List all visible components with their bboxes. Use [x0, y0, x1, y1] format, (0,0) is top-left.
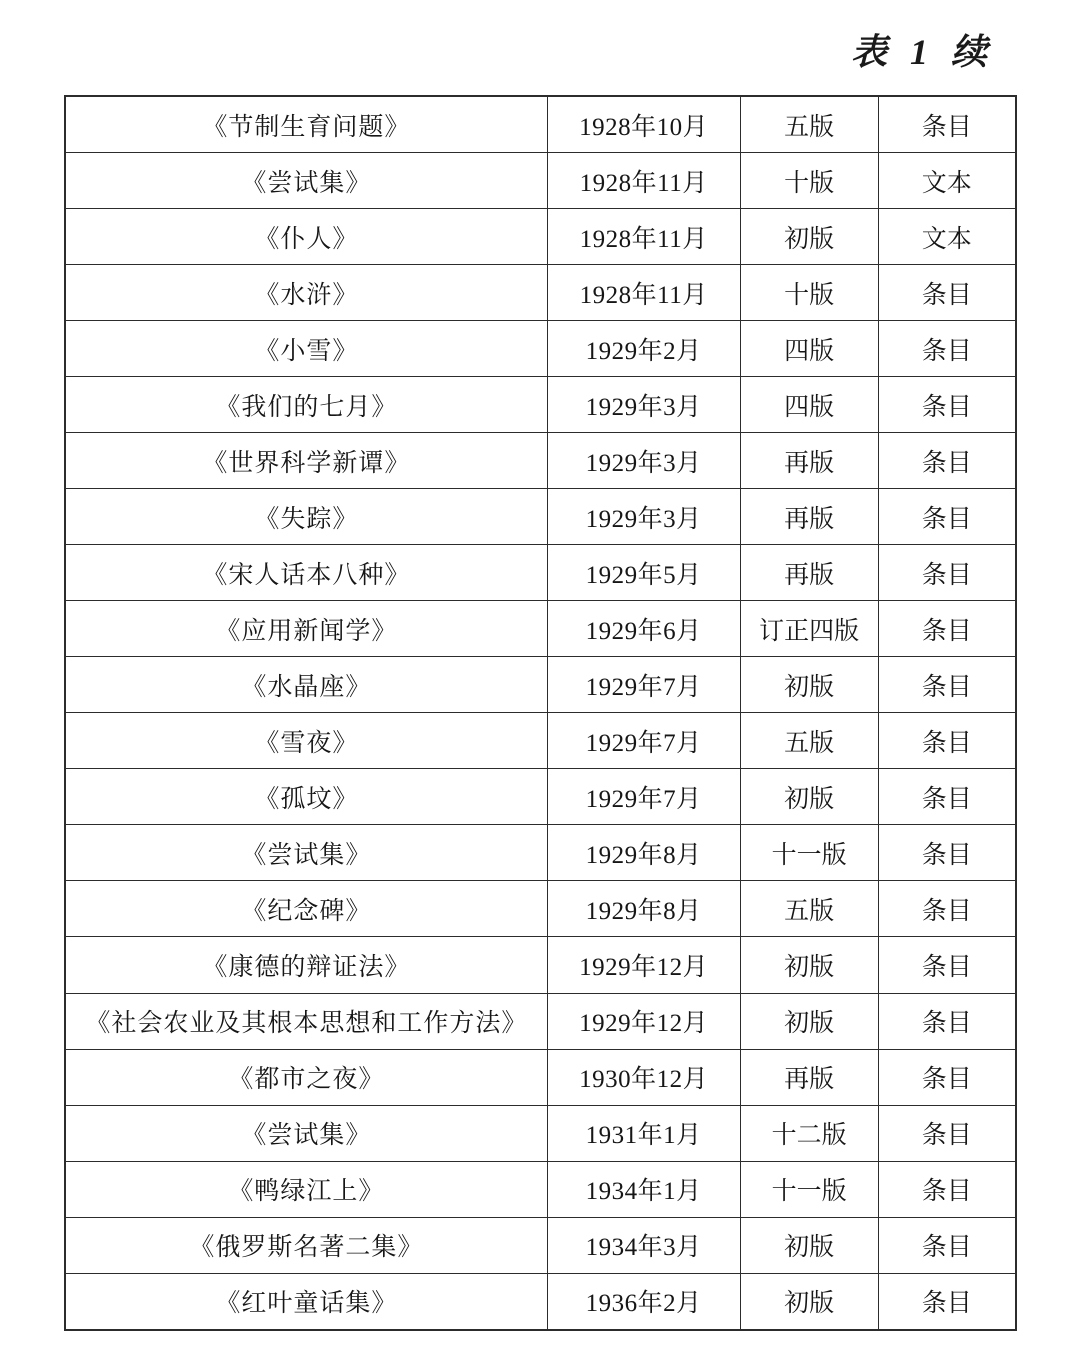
- cell-date: 1934年1月: [547, 1161, 740, 1217]
- cell-title: 《我们的七月》: [65, 377, 547, 433]
- cell-date: 1929年12月: [547, 937, 740, 993]
- cell-type: 条目: [878, 993, 1016, 1049]
- cell-date: 1929年7月: [547, 713, 740, 769]
- table-row: [65, 377, 1016, 433]
- cell-edition: 十二版: [740, 1105, 878, 1161]
- cell-date: 1930年12月: [547, 1049, 740, 1105]
- cell-date: 1929年3月: [547, 377, 740, 433]
- cell-edition: 十一版: [740, 825, 878, 881]
- cell-edition: 初版: [740, 1217, 878, 1273]
- cell-date: 1929年7月: [547, 657, 740, 713]
- cell-edition: 五版: [740, 713, 878, 769]
- cell-edition: 十版: [740, 265, 878, 321]
- table-row: [65, 657, 1016, 713]
- table-row: [65, 1049, 1016, 1105]
- table-row: [65, 1217, 1016, 1273]
- table-row: [65, 545, 1016, 601]
- cell-title: 《水晶座》: [65, 657, 547, 713]
- cell-date: 1929年2月: [547, 321, 740, 377]
- table-row: [65, 1273, 1016, 1330]
- cell-title: 《宋人话本八种》: [65, 545, 547, 601]
- cell-title: 《应用新闻学》: [65, 601, 547, 657]
- cell-date: 1929年6月: [547, 601, 740, 657]
- cell-edition: 五版: [740, 881, 878, 937]
- table-caption: 表 1 续: [850, 32, 994, 72]
- cell-edition: 初版: [740, 657, 878, 713]
- cell-type: 条目: [878, 545, 1016, 601]
- cell-title: 《尝试集》: [65, 153, 547, 209]
- cell-title: 《康德的辩证法》: [65, 937, 547, 993]
- table-row: [65, 153, 1016, 209]
- cell-date: 1928年11月: [547, 265, 740, 321]
- cell-edition: 初版: [740, 937, 878, 993]
- cell-title: 《雪夜》: [65, 713, 547, 769]
- cell-date: 1928年11月: [547, 209, 740, 265]
- cell-edition: 再版: [740, 545, 878, 601]
- cell-type: 条目: [878, 433, 1016, 489]
- cell-type: 条目: [878, 321, 1016, 377]
- cell-edition: 再版: [740, 1049, 878, 1105]
- cell-type: 条目: [878, 1105, 1016, 1161]
- cell-title: 《小雪》: [65, 321, 547, 377]
- books-table: [64, 95, 1017, 1331]
- cell-edition: 十版: [740, 153, 878, 209]
- cell-title: 《失踪》: [65, 489, 547, 545]
- cell-type: 条目: [878, 713, 1016, 769]
- cell-type: 条目: [878, 96, 1016, 153]
- cell-type: 条目: [878, 1217, 1016, 1273]
- cell-date: 1929年3月: [547, 433, 740, 489]
- table-row: [65, 209, 1016, 265]
- cell-type: 条目: [878, 657, 1016, 713]
- cell-title: 《节制生育问题》: [65, 96, 547, 153]
- table-row: [65, 937, 1016, 993]
- cell-date: 1928年11月: [547, 153, 740, 209]
- table-row: [65, 489, 1016, 545]
- cell-date: 1936年2月: [547, 1273, 740, 1330]
- cell-title: 《鸭绿江上》: [65, 1161, 547, 1217]
- cell-title: 《红叶童话集》: [65, 1273, 547, 1330]
- cell-date: 1929年8月: [547, 825, 740, 881]
- cell-type: 条目: [878, 1273, 1016, 1330]
- cell-type: 条目: [878, 1049, 1016, 1105]
- cell-edition: 订正四版: [740, 601, 878, 657]
- cell-edition: 再版: [740, 433, 878, 489]
- table-row: [65, 825, 1016, 881]
- cell-edition: 初版: [740, 769, 878, 825]
- table-row: [65, 993, 1016, 1049]
- cell-edition: 十一版: [740, 1161, 878, 1217]
- cell-title: 《孤坟》: [65, 769, 547, 825]
- cell-edition: 四版: [740, 377, 878, 433]
- cell-type: 条目: [878, 825, 1016, 881]
- cell-type: 条目: [878, 937, 1016, 993]
- cell-title: 《尝试集》: [65, 1105, 547, 1161]
- cell-title: 《纪念碑》: [65, 881, 547, 937]
- cell-title: 《都市之夜》: [65, 1049, 547, 1105]
- table-row: [65, 1105, 1016, 1161]
- cell-title: 《俄罗斯名著二集》: [65, 1217, 547, 1273]
- cell-date: 1931年1月: [547, 1105, 740, 1161]
- cell-title: 《世界科学新谭》: [65, 433, 547, 489]
- cell-date: 1928年10月: [547, 96, 740, 153]
- cell-edition: 五版: [740, 96, 878, 153]
- table-row: [65, 265, 1016, 321]
- cell-date: 1929年3月: [547, 489, 740, 545]
- cell-date: 1934年3月: [547, 1217, 740, 1273]
- cell-type: 文本: [878, 209, 1016, 265]
- cell-type: 条目: [878, 489, 1016, 545]
- cell-date: 1929年5月: [547, 545, 740, 601]
- cell-edition: 初版: [740, 209, 878, 265]
- table-body: [65, 96, 1016, 1330]
- table-row: [65, 601, 1016, 657]
- table-row: [65, 321, 1016, 377]
- table-row: [65, 769, 1016, 825]
- table-row: [65, 433, 1016, 489]
- cell-type: 条目: [878, 769, 1016, 825]
- cell-type: 条目: [878, 377, 1016, 433]
- cell-date: 1929年8月: [547, 881, 740, 937]
- cell-type: 条目: [878, 601, 1016, 657]
- cell-type: 条目: [878, 1161, 1016, 1217]
- cell-date: 1929年7月: [547, 769, 740, 825]
- cell-title: 《社会农业及其根本思想和工作方法》: [65, 993, 547, 1049]
- cell-edition: 四版: [740, 321, 878, 377]
- table-row: [65, 1161, 1016, 1217]
- cell-edition: 再版: [740, 489, 878, 545]
- cell-edition: 初版: [740, 1273, 878, 1330]
- table-row: [65, 713, 1016, 769]
- cell-date: 1929年12月: [547, 993, 740, 1049]
- cell-type: 文本: [878, 153, 1016, 209]
- cell-title: 《仆人》: [65, 209, 547, 265]
- cell-title: 《尝试集》: [65, 825, 547, 881]
- cell-type: 条目: [878, 265, 1016, 321]
- cell-edition: 初版: [740, 993, 878, 1049]
- table-row: [65, 96, 1016, 153]
- cell-title: 《水浒》: [65, 265, 547, 321]
- table-row: [65, 881, 1016, 937]
- cell-type: 条目: [878, 881, 1016, 937]
